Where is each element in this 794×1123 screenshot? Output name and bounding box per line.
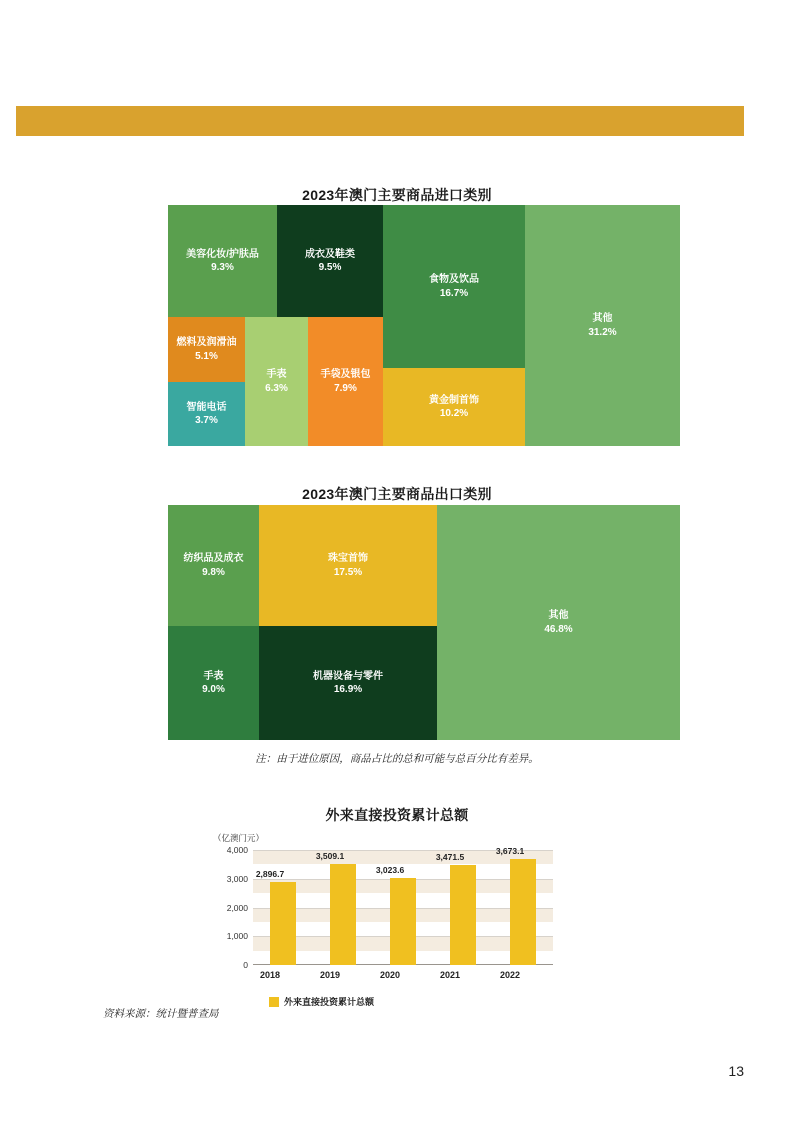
treemap-cell [168, 626, 259, 740]
treemap-cell [277, 205, 383, 317]
y-tick-label: 2,000 [226, 902, 248, 913]
treemap-cell-label: 黄金制首饰 [429, 394, 479, 406]
bar [270, 882, 296, 965]
treemap-cell-value: 16.7% [439, 287, 469, 299]
export-treemap [168, 505, 680, 740]
treemap-cell-value: 9.5% [318, 262, 342, 273]
source-note: 资料来源：统计暨普查局 [103, 1009, 219, 1020]
treemap-cell-label: 手袋及银包 [320, 369, 371, 380]
import-treemap [168, 205, 680, 446]
treemap-cell-value: 9.8% [202, 566, 225, 578]
treemap-cell-value: 9.0% [202, 684, 225, 695]
treemap-cell-label: 其他 [592, 313, 613, 324]
treemap-cell-value: 6.3% [265, 382, 288, 394]
bar [390, 878, 416, 965]
treemap-cell-value: 5.1% [195, 350, 218, 362]
treemap-cell-label: 珠宝首饰 [328, 553, 368, 564]
treemap-cell [525, 205, 680, 446]
bar-value-label: 3,509.1 [315, 851, 345, 861]
treemap-cell-label: 手表 [266, 369, 287, 380]
export-chart-title: 2023年澳门主要商品出口类别 [302, 486, 492, 502]
treemap-cell-label: 成衣及鞋类 [305, 248, 355, 260]
x-tick-label: 2020 [379, 970, 401, 980]
legend-swatch-icon [269, 997, 279, 1007]
y-tick-label: 3,000 [226, 873, 248, 884]
fdi-chart-title: 外来直接投资累计总额 [325, 807, 469, 823]
bar-value-label: 3,673.1 [495, 846, 525, 856]
treemap-cell-label: 美容化妆/护肤品 [186, 248, 259, 260]
treemap-cell [383, 205, 525, 368]
chart-legend [269, 995, 374, 1008]
treemap-cell-value: 31.2% [588, 326, 617, 338]
import-chart-title: 2023年澳门主要商品进口类别 [302, 187, 492, 203]
x-tick-label: 2021 [439, 970, 461, 980]
bar [330, 864, 356, 965]
treemap-cell-label: 纺织品及成衣 [183, 553, 244, 564]
treemap-cell-label: 手表 [203, 670, 224, 682]
treemap-cell [308, 317, 383, 446]
treemap-cell-value: 17.5% [333, 566, 363, 578]
treemap-cell [168, 205, 277, 317]
treemap-cell-value: 16.9% [333, 684, 363, 695]
treemap-cell-label: 其他 [548, 610, 569, 621]
treemap-cell [168, 382, 245, 446]
bar-value-label: 2,896.7 [255, 869, 285, 879]
y-tick-label: 0 [243, 960, 248, 970]
treemap-cell-value: 10.2% [439, 408, 469, 419]
treemap-cell-value: 9.3% [211, 262, 234, 273]
header-accent-bar [16, 106, 744, 136]
treemap-cell [259, 626, 437, 740]
treemap-cell-label: 燃料及润滑油 [176, 337, 237, 348]
treemap-cell-value: 3.7% [195, 415, 218, 426]
bar-value-label: 3,023.6 [375, 865, 405, 875]
treemap-cell [168, 317, 245, 382]
bar-value-label: 3,471.5 [435, 852, 465, 862]
treemap-cell-label: 食物及饮品 [429, 274, 479, 285]
legend-label: 外来直接投资累计总额 [284, 997, 375, 1007]
treemap-cell [383, 368, 525, 446]
x-tick-label: 2018 [259, 970, 281, 980]
y-tick-label: 4,000 [226, 845, 248, 855]
x-tick-label: 2022 [499, 970, 521, 980]
treemap-cell [259, 505, 437, 626]
page-number: 13 [728, 1063, 744, 1079]
treemap-cell-label: 机器设备与零件 [313, 670, 383, 682]
treemap-cell-value: 7.9% [334, 382, 357, 394]
treemap-footnote: 注：由于进位原因，商品占比的总和可能与总百分比有差异。 [255, 754, 539, 765]
treemap-cell-label: 智能电话 [186, 401, 227, 413]
x-tick-label: 2019 [319, 970, 341, 980]
y-tick-label: 1,000 [226, 931, 248, 942]
treemap-cell [168, 505, 259, 626]
treemap-cell [245, 317, 308, 446]
treemap-cell [437, 505, 680, 740]
fdi-axis-unit: （亿澳门元） [213, 833, 265, 843]
bar [510, 859, 536, 965]
treemap-cell-value: 46.8% [544, 623, 573, 635]
bar [450, 865, 476, 965]
